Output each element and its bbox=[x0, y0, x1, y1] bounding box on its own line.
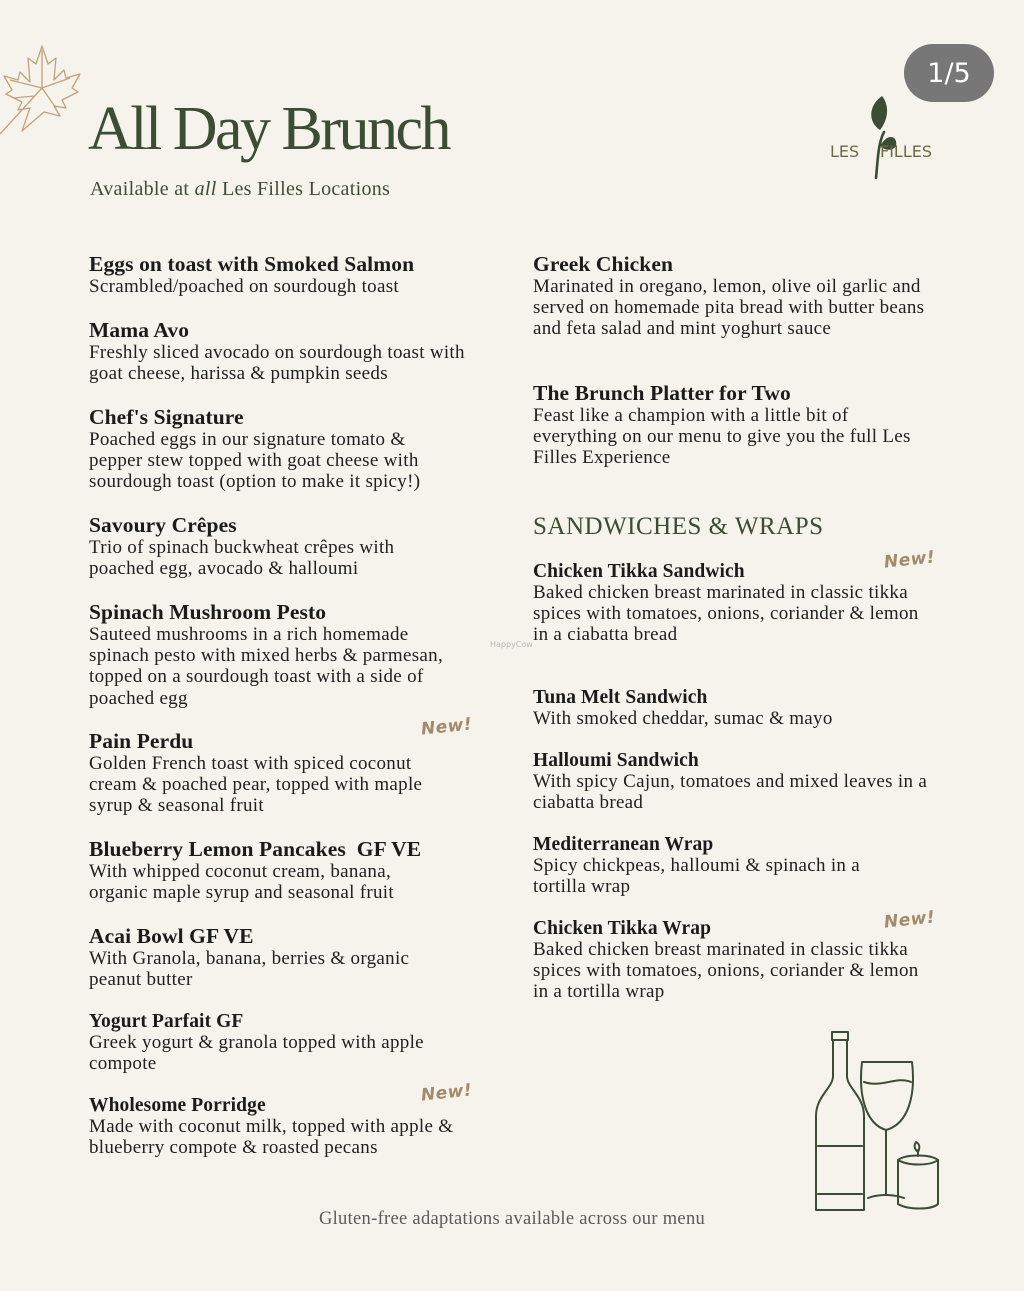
item-name: Blueberry Lemon Pancakes GF VE bbox=[89, 837, 422, 861]
item-description: Marinated in oregano, lemon, olive oil garlic and served on homemade pita bread with butter beans and feta salad and mint yoghurt sauce bbox=[533, 276, 925, 340]
item-description: With whipped coconut cream, banana, organic maple syrup and seasonal fruit bbox=[89, 861, 394, 904]
subtitle-prefix: Available at bbox=[90, 178, 190, 200]
item-name: Greek Chicken bbox=[533, 252, 674, 276]
menu-item bbox=[89, 925, 489, 990]
section-heading-sandwiches: SANDWICHES & WRAPS bbox=[533, 513, 824, 540]
menu-footer-note: Gluten-free adaptations available across our menu bbox=[318, 1209, 706, 1229]
wine-bottle-glass-illustration bbox=[808, 1026, 948, 1216]
item-description: Baked chicken breast marinated in classic tikka spices with tomatoes, onions, coriander & lemon in a ciabatta bread bbox=[533, 582, 919, 646]
les-filles-logo bbox=[826, 92, 936, 184]
item-description: Golden French toast with spiced coconut cream & poached pear, topped with maple syrup & seasonal fruit bbox=[89, 753, 423, 817]
item-name: Mama Avo bbox=[89, 318, 190, 342]
item-name: Chicken Tikka Sandwich bbox=[533, 561, 745, 582]
item-description: Poached eggs in our signature tomato & pepper stew topped with goat cheese with sourdough toast (option to make it spicy!) bbox=[89, 429, 421, 493]
menu-item bbox=[533, 918, 943, 1003]
menu-item bbox=[533, 834, 943, 897]
item-name: Wholesome Porridge bbox=[89, 1095, 266, 1116]
item-description: Feast like a champion with a little bit of everything on our menu to give you the full Les Filles Experience bbox=[533, 405, 911, 469]
item-description: Sauteed mushrooms in a rich homemade spinach pesto with mixed herbs & parmesan, topped on a sourdough toast with a side of poached egg bbox=[89, 624, 443, 709]
item-name: Savoury Crêpes bbox=[89, 513, 237, 537]
menu-item bbox=[89, 730, 489, 817]
subtitle-suffix: Les Filles Locations bbox=[221, 178, 391, 200]
item-description: Spicy chickpeas, halloumi & spinach in a tortilla wrap bbox=[533, 855, 861, 898]
item-name: Pain Perdu bbox=[89, 729, 194, 753]
new-badge: New! bbox=[420, 714, 474, 740]
menu-item bbox=[533, 750, 943, 813]
menu-title: All Day Brunch bbox=[88, 95, 450, 163]
new-badge: New! bbox=[883, 547, 937, 573]
menu-item bbox=[533, 253, 943, 340]
item-name: Spinach Mushroom Pesto bbox=[89, 600, 327, 624]
menu-item bbox=[89, 838, 489, 903]
item-description: Scrambled/poached on sourdough toast bbox=[89, 276, 399, 297]
item-name: Chef's Signature bbox=[89, 405, 244, 429]
item-name: Halloumi Sandwich bbox=[533, 750, 699, 771]
item-name: The Brunch Platter for Two bbox=[533, 381, 791, 405]
menu-item bbox=[533, 687, 943, 729]
menu-item bbox=[89, 514, 489, 579]
item-name: Mediterranean Wrap bbox=[533, 834, 714, 855]
item-name: Yogurt Parfait GF bbox=[89, 1011, 244, 1032]
menu-item bbox=[533, 382, 943, 469]
menu-item bbox=[533, 561, 943, 646]
menu-item bbox=[89, 253, 489, 297]
item-description: Freshly sliced avocado on sourdough toast with goat cheese, harissa & pumpkin seeds bbox=[89, 342, 465, 385]
item-name: Eggs on toast with Smoked Salmon bbox=[89, 252, 415, 276]
item-name: Chicken Tikka Wrap bbox=[533, 918, 712, 939]
page-indicator: 1/5 bbox=[904, 44, 994, 102]
maple-leaf-illustration bbox=[0, 36, 84, 136]
subtitle-emphasis: all bbox=[194, 178, 217, 200]
item-description: With smoked cheddar, sumac & mayo bbox=[533, 708, 833, 729]
logo-text-les: LES bbox=[830, 142, 860, 161]
new-badge: New! bbox=[420, 1080, 474, 1106]
menu-item bbox=[89, 601, 489, 709]
menu-item bbox=[89, 1011, 489, 1074]
watermark: HappyCow bbox=[490, 640, 533, 649]
item-description: Made with coconut milk, topped with apple & blueberry compote & roasted pecans bbox=[89, 1116, 454, 1159]
menu-item bbox=[89, 319, 489, 384]
item-name: Acai Bowl GF VE bbox=[89, 924, 254, 948]
menu-subtitle bbox=[90, 178, 390, 201]
logo-leaf-mark bbox=[858, 92, 904, 182]
new-badge: New! bbox=[883, 907, 937, 933]
item-description: Trio of spinach buckwheat crêpes with poached egg, avocado & halloumi bbox=[89, 537, 395, 580]
logo-text-filles: FILLES bbox=[880, 142, 933, 161]
item-description: Greek yogurt & granola topped with apple compote bbox=[89, 1032, 424, 1075]
item-description: With Granola, banana, berries & organic peanut butter bbox=[89, 948, 410, 991]
item-description: With spicy Cajun, tomatoes and mixed leaves in a ciabatta bread bbox=[533, 771, 928, 814]
menu-item bbox=[89, 406, 489, 493]
item-name: Tuna Melt Sandwich bbox=[533, 687, 708, 708]
item-description: Baked chicken breast marinated in classic tikka spices with tomatoes, onions, coriander & lemon in a tortilla wrap bbox=[533, 939, 919, 1003]
